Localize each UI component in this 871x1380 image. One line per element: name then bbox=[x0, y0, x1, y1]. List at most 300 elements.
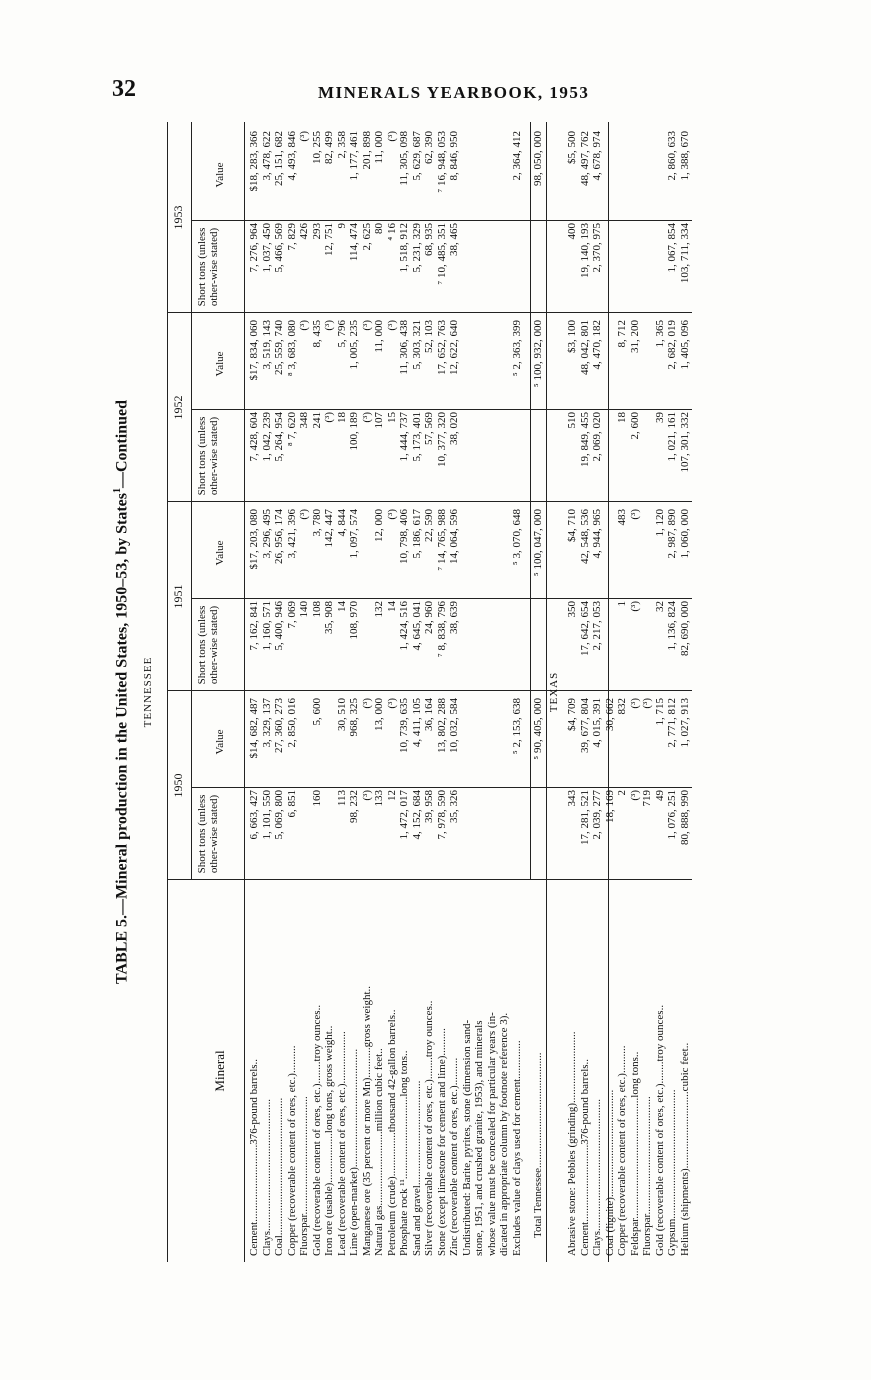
quantity-cell: 1, 037, 450 bbox=[260, 223, 273, 273]
quantity-cell: 108, 970 bbox=[348, 601, 360, 640]
table-title bbox=[112, 122, 131, 1262]
value-cell: 1, 060, 000 bbox=[678, 509, 691, 559]
header-rule bbox=[191, 122, 192, 880]
quantity-cell: 132 bbox=[373, 601, 385, 618]
value-cell: (³) bbox=[323, 320, 335, 331]
tennessee-row bbox=[298, 122, 310, 1262]
value-cell: 25, 559, 740 bbox=[273, 320, 285, 375]
quantity-cell: 19, 849, 455 bbox=[578, 412, 591, 467]
quantity-cell: 7, 162, 841 bbox=[248, 601, 260, 651]
mineral-label: Abrasive stone: Pebbles (grinding).......................... bbox=[566, 1031, 578, 1256]
tennessee-row bbox=[511, 122, 523, 1262]
mineral-label: stone, 1951, and crushed granite, 1953), and minerals bbox=[473, 1020, 485, 1256]
value-cell: 4, 678, 974 bbox=[591, 131, 603, 181]
tennessee-row bbox=[486, 122, 498, 1262]
value-cell: 4, 470, 182 bbox=[591, 320, 603, 370]
quantity-cell: 10, 377, 320 bbox=[435, 412, 448, 467]
quantity-cell: 17, 642, 654 bbox=[578, 601, 591, 656]
quantity-cell: 5, 231, 329 bbox=[410, 223, 423, 273]
section-heading-tennessee: TENNESSEE bbox=[142, 656, 154, 728]
quantity-cell: ⁸ 7, 620 bbox=[285, 412, 298, 447]
value-header: Value bbox=[214, 162, 226, 188]
quantity-cell: 14 bbox=[385, 601, 398, 612]
mineral-label: Feldspar............................................long tons.. bbox=[628, 1051, 641, 1256]
mineral-label: Undistributed: Barite, pyrites, stone (dimension sand- bbox=[460, 1019, 473, 1256]
tennessee-row bbox=[361, 122, 373, 1262]
quantity-cell: 35, 326 bbox=[448, 790, 460, 823]
value-cell: 2, 771, 812 bbox=[666, 698, 678, 748]
quantity-cell: 2, 370, 975 bbox=[591, 223, 603, 273]
page-number: 32 bbox=[112, 76, 136, 102]
mineral-label: Excludes value of clays used for cement.............. bbox=[510, 1040, 523, 1256]
mineral-label: Fluorspar........................................... bbox=[298, 1096, 310, 1256]
quantity-cell: 5, 466, 569 bbox=[273, 223, 285, 273]
value-cell: $18, 283, 366 bbox=[248, 131, 260, 192]
value-cell: 5, 303, 321 bbox=[410, 320, 423, 370]
mineral-label: Sand and gravel...................................... bbox=[410, 1080, 423, 1256]
texas-row bbox=[616, 122, 628, 1262]
quantity-cell: 15 bbox=[385, 412, 398, 423]
value-cell: 4, 944, 965 bbox=[591, 509, 603, 559]
quantity-cell: 4, 645, 041 bbox=[410, 601, 423, 651]
quantity-cell: 1, 021, 161 bbox=[666, 412, 678, 462]
quantity-header: Short tons (unless other-wise stated) bbox=[196, 794, 220, 874]
quantity-cell: 5, 069, 800 bbox=[273, 790, 285, 840]
quantity-cell: 38, 020 bbox=[448, 412, 460, 445]
value-cell: 10, 255 bbox=[310, 131, 323, 164]
mineral-label: Copper (recoverable content of ores, etc.).......... bbox=[616, 1045, 628, 1256]
mineral-label: whose value must be concealed for particular years (in- bbox=[485, 1012, 498, 1256]
value-cell: 1, 388, 670 bbox=[678, 131, 691, 181]
quantity-cell: 1, 472, 017 bbox=[398, 790, 410, 840]
quantity-cell: 18 bbox=[335, 412, 348, 423]
value-cell: 25, 151, 682 bbox=[273, 131, 285, 186]
value-cell: 11, 000 bbox=[373, 320, 385, 353]
mineral-label: Cement............................376-pound barrels.. bbox=[578, 1058, 591, 1256]
quantity-cell: 7, 978, 590 bbox=[435, 790, 448, 840]
quantity-cell: 241 bbox=[310, 412, 323, 429]
quantity-cell: 4, 152, 684 bbox=[410, 790, 423, 840]
texas-row bbox=[604, 122, 616, 1262]
quantity-cell: 35, 908 bbox=[323, 601, 335, 634]
value-cell: ⁵ 100, 932, 000 bbox=[532, 320, 544, 388]
texas-row bbox=[641, 122, 653, 1262]
mineral-label: Gold (recoverable content of ores, etc.)........troy ounces.. bbox=[310, 1004, 323, 1256]
table-frame bbox=[167, 122, 609, 1262]
tennessee-row bbox=[261, 122, 273, 1262]
value-cell: 1, 120 bbox=[653, 509, 666, 537]
value-cell: 4, 015, 391 bbox=[591, 698, 603, 748]
value-header: Value bbox=[214, 351, 226, 377]
tennessee-row bbox=[286, 122, 298, 1262]
value-cell: 1, 365 bbox=[653, 320, 666, 348]
value-cell: ⁷ 14, 765, 988 bbox=[435, 509, 448, 571]
quantity-cell: 7, 428, 604 bbox=[248, 412, 260, 462]
table-title-suffix: —Continued bbox=[113, 399, 131, 489]
value-cell: 1, 027, 913 bbox=[678, 698, 691, 748]
value-cell: 36, 164 bbox=[423, 698, 435, 731]
quantity-cell: 2, 039, 277 bbox=[591, 790, 603, 840]
value-cell: 30, 510 bbox=[335, 698, 348, 731]
quantity-cell: 39 bbox=[653, 412, 666, 423]
value-cell: 8, 712 bbox=[616, 320, 628, 348]
quantity-cell: ⁷ 10, 485, 351 bbox=[435, 223, 448, 285]
quantity-cell: 17, 281, 521 bbox=[578, 790, 591, 845]
value-cell: 3, 329, 137 bbox=[260, 698, 273, 748]
quantity-cell: 2, 069, 020 bbox=[591, 412, 603, 462]
value-header: Value bbox=[214, 729, 226, 755]
value-cell: 14, 064, 596 bbox=[448, 509, 460, 564]
mineral-label: Copper (recoverable content of ores, etc.).......... bbox=[285, 1045, 298, 1256]
divider bbox=[564, 501, 692, 502]
value-cell: (³) bbox=[298, 320, 310, 331]
value-cell: 5, 796 bbox=[335, 320, 348, 348]
quantity-cell: 12 bbox=[385, 790, 398, 801]
quantity-cell: 6, 851 bbox=[285, 790, 298, 818]
quantity-cell: 350 bbox=[566, 601, 578, 618]
mineral-label: Coal.................................................. bbox=[273, 1097, 285, 1256]
value-cell: 10, 739, 635 bbox=[398, 698, 410, 753]
value-cell: $17, 834, 060 bbox=[248, 320, 260, 381]
value-cell: 2, 682, 019 bbox=[666, 320, 678, 370]
value-cell: (³) bbox=[360, 698, 373, 709]
quantity-header: Short tons (unless other-wise stated) bbox=[196, 227, 220, 307]
mineral-label: Helium (shipments)............................cubic feet.. bbox=[678, 1042, 691, 1256]
quantity-cell: 80 bbox=[373, 223, 385, 234]
quantity-cell: 426 bbox=[298, 223, 310, 240]
quantity-cell: 68, 935 bbox=[423, 223, 435, 256]
quantity-cell: (³) bbox=[628, 790, 641, 801]
quantity-cell: 160 bbox=[310, 790, 323, 807]
value-cell: (³) bbox=[628, 698, 641, 709]
texas-row bbox=[579, 122, 591, 1262]
quantity-cell: 39, 958 bbox=[423, 790, 435, 823]
header-rule bbox=[244, 122, 245, 1262]
quantity-cell: 114, 474 bbox=[348, 223, 360, 262]
value-cell: 832 bbox=[616, 698, 628, 715]
year-header-1953: 1953 bbox=[171, 205, 185, 230]
quantity-cell: 32 bbox=[653, 601, 666, 612]
mineral-label: Zinc (recoverable content of ores, etc.).......... bbox=[448, 1057, 460, 1256]
quantity-cell: 103, 711, 334 bbox=[678, 223, 691, 284]
quantity-cell: 9 bbox=[335, 223, 348, 229]
tennessee-row bbox=[461, 122, 473, 1262]
value-cell: (³) bbox=[628, 509, 641, 520]
quantity-cell: 1, 042, 239 bbox=[260, 412, 273, 462]
value-cell: 42, 548, 536 bbox=[578, 509, 591, 564]
quantity-cell: 5, 264, 954 bbox=[273, 412, 285, 462]
value-cell: 26, 956, 174 bbox=[273, 509, 285, 564]
value-cell: 12, 622, 640 bbox=[448, 320, 460, 375]
texas-row bbox=[591, 122, 603, 1262]
quantity-cell: 108 bbox=[310, 601, 323, 618]
mineral-label: Phosphate rock ¹¹..............................long tons.. bbox=[398, 1050, 410, 1256]
quantity-cell: 5, 400, 946 bbox=[273, 601, 285, 651]
quantity-cell: 2, 217, 053 bbox=[591, 601, 603, 651]
mineral-label: Fluorspar........................................... bbox=[641, 1096, 653, 1256]
value-cell: 10, 798, 406 bbox=[398, 509, 410, 564]
quantity-cell: 18 bbox=[616, 412, 628, 423]
value-cell: 201, 898 bbox=[360, 131, 373, 170]
value-cell: ⁵ 2, 363, 399 bbox=[510, 320, 523, 377]
value-cell: 17, 652, 763 bbox=[435, 320, 448, 375]
value-cell: 62, 390 bbox=[423, 131, 435, 164]
section-heading-texas: TEXAS bbox=[548, 671, 560, 713]
quantity-cell: 1, 136, 824 bbox=[666, 601, 678, 651]
value-cell: 2, 860, 633 bbox=[666, 131, 678, 181]
quantity-cell: 1 bbox=[616, 601, 628, 607]
value-cell: 8, 435 bbox=[310, 320, 323, 348]
quantity-cell: 510 bbox=[566, 412, 578, 429]
quantity-header: Short tons (unless other-wise stated) bbox=[196, 605, 220, 685]
value-cell: 4, 493, 846 bbox=[285, 131, 298, 181]
value-cell: 2, 364, 412 bbox=[510, 131, 523, 181]
quantity-cell: 140 bbox=[298, 601, 310, 618]
value-cell: 22, 590 bbox=[423, 509, 435, 542]
value-cell: 2, 850, 016 bbox=[285, 698, 298, 748]
value-cell: 11, 306, 438 bbox=[398, 320, 410, 375]
value-header: Value bbox=[214, 540, 226, 566]
quantity-cell: 14 bbox=[335, 601, 348, 612]
quantity-cell: 1, 101, 550 bbox=[260, 790, 273, 840]
quantity-cell: 38, 639 bbox=[448, 601, 460, 634]
quantity-cell: 1, 444, 737 bbox=[398, 412, 410, 462]
divider bbox=[564, 690, 692, 691]
value-cell: (³) bbox=[385, 320, 398, 331]
mineral-label: Iron ore (usable)..................long tons, gross weight.. bbox=[323, 1025, 335, 1256]
value-cell: ⁵ 3, 070, 648 bbox=[510, 509, 523, 566]
tennessee-row bbox=[273, 122, 285, 1262]
value-cell: $5, 500 bbox=[566, 131, 578, 164]
value-cell: 13, 000 bbox=[373, 698, 385, 731]
tennessee-row bbox=[398, 122, 410, 1262]
quantity-cell: 38, 465 bbox=[448, 223, 460, 256]
value-cell: 4, 844 bbox=[335, 509, 348, 537]
mineral-label: Natural gas...........................million cubic feet.. bbox=[373, 1048, 385, 1256]
quantity-cell: 5, 173, 401 bbox=[410, 412, 423, 462]
mineral-label: Silver (recoverable content of ores, etc.)........troy ounces.. bbox=[423, 1000, 435, 1256]
tennessee-row bbox=[436, 122, 448, 1262]
value-cell: (³) bbox=[298, 509, 310, 520]
quantity-cell: 82, 690, 000 bbox=[678, 601, 691, 656]
quantity-cell: 113 bbox=[335, 790, 348, 807]
mineral-label: dicated in appropriate column by footnote reference 3). bbox=[498, 1012, 510, 1256]
value-cell: 30, 662 bbox=[603, 698, 616, 731]
value-cell: 1, 177, 461 bbox=[348, 131, 360, 181]
mineral-label: Clays................................................ bbox=[591, 1098, 603, 1256]
value-cell: (³) bbox=[385, 509, 398, 520]
mineral-label: Lime (open-market)........................................... bbox=[348, 1048, 360, 1256]
divider bbox=[564, 312, 692, 313]
mineral-label: Manganese ore (35 percent or more Mn)...........gross weight.. bbox=[360, 985, 373, 1256]
value-cell: 98, 050, 000 bbox=[532, 131, 544, 186]
value-cell: ⁷ 16, 948, 053 bbox=[435, 131, 448, 193]
divider bbox=[564, 879, 692, 880]
value-cell: 1, 005, 235 bbox=[348, 320, 360, 370]
divider bbox=[564, 220, 692, 221]
quantity-cell: 400 bbox=[566, 223, 578, 240]
quantity-cell: (³) bbox=[360, 790, 373, 801]
mineral-label: Coal (lignite)....................................... bbox=[603, 1089, 616, 1256]
mineral-label: Stone (except limestone for cement and lime).......... bbox=[435, 1028, 448, 1256]
value-cell: $4, 709 bbox=[566, 698, 578, 731]
value-cell: $14, 682, 487 bbox=[248, 698, 260, 759]
quantity-cell: 7, 069 bbox=[285, 601, 298, 629]
quantity-cell: 7, 276, 964 bbox=[248, 223, 260, 273]
value-cell: 52, 103 bbox=[423, 320, 435, 353]
value-cell: 31, 200 bbox=[628, 320, 641, 353]
running-title: MINERALS YEARBOOK, 1953 bbox=[318, 83, 590, 102]
tennessee-row bbox=[498, 122, 510, 1262]
value-cell: 3, 780 bbox=[310, 509, 323, 537]
total-rule bbox=[530, 122, 531, 880]
quantity-cell: 18, 169 bbox=[603, 790, 616, 823]
quantity-cell: 2, 600 bbox=[628, 412, 641, 440]
tennessee-row bbox=[323, 122, 335, 1262]
value-cell: $4, 710 bbox=[566, 509, 578, 542]
value-cell: 1, 405, 096 bbox=[678, 320, 691, 370]
value-cell: ⁵ 90, 405, 000 bbox=[532, 698, 544, 760]
value-cell: 483 bbox=[616, 509, 628, 526]
quantity-cell: ⁷ 8, 838, 796 bbox=[435, 601, 448, 658]
quantity-cell: 1, 076, 251 bbox=[666, 790, 678, 840]
value-cell: (³) bbox=[385, 698, 398, 709]
quantity-cell: 57, 569 bbox=[423, 412, 435, 445]
total-row bbox=[532, 122, 544, 1262]
value-cell: 5, 600 bbox=[310, 698, 323, 726]
tennessee-row bbox=[373, 122, 385, 1262]
quantity-cell: 133 bbox=[373, 790, 385, 807]
quantity-cell: 7, 829 bbox=[285, 223, 298, 251]
value-cell: 142, 447 bbox=[323, 509, 335, 548]
quantity-cell: 719 bbox=[641, 790, 653, 807]
divider bbox=[564, 409, 692, 410]
value-cell: 82, 499 bbox=[323, 131, 335, 164]
table-title-footnote: 1 bbox=[112, 488, 123, 494]
value-cell: (³) bbox=[360, 320, 373, 331]
mineral-label: Cement............................376-pound barrels.. bbox=[248, 1058, 260, 1256]
tennessee-row bbox=[336, 122, 348, 1262]
quantity-cell: 2, 625 bbox=[360, 223, 373, 251]
quantity-cell: 80, 888, 990 bbox=[678, 790, 691, 845]
value-cell: 12, 000 bbox=[373, 509, 385, 542]
value-cell: 3, 296, 495 bbox=[260, 509, 273, 559]
value-cell: 2, 987, 890 bbox=[666, 509, 678, 559]
tennessee-row bbox=[411, 122, 423, 1262]
quantity-cell: 348 bbox=[298, 412, 310, 429]
value-cell: 3, 478, 622 bbox=[260, 131, 273, 181]
value-cell: 13, 802, 288 bbox=[435, 698, 448, 753]
texas-row bbox=[654, 122, 666, 1262]
texas-row bbox=[629, 122, 641, 1262]
value-cell: 1, 715 bbox=[653, 698, 666, 726]
quantity-cell: 1, 067, 854 bbox=[666, 223, 678, 273]
quantity-cell: 24, 960 bbox=[423, 601, 435, 634]
quantity-cell: 12, 751 bbox=[323, 223, 335, 256]
mineral-label: Gypsum............................................... bbox=[666, 1089, 678, 1256]
mineral-label: Clays................................................ bbox=[260, 1098, 273, 1256]
divider bbox=[564, 598, 692, 599]
quantity-cell: (³) bbox=[323, 412, 335, 423]
value-cell: ⁸ 3, 683, 080 bbox=[285, 320, 298, 377]
quantity-cell: 1, 518, 912 bbox=[398, 223, 410, 273]
quantity-cell: 107 bbox=[373, 412, 385, 429]
quantity-cell: 343 bbox=[566, 790, 578, 807]
quantity-cell: 107, 301, 332 bbox=[678, 412, 691, 473]
section-rule bbox=[546, 122, 547, 1262]
value-cell: $17, 203, 080 bbox=[248, 509, 260, 570]
quantity-cell: 49 bbox=[653, 790, 666, 801]
quantity-cell: 293 bbox=[310, 223, 323, 240]
value-cell: 27, 360, 273 bbox=[273, 698, 285, 753]
quantity-cell: 1, 160, 571 bbox=[260, 601, 273, 651]
tennessee-row bbox=[473, 122, 485, 1262]
table-title-text: TABLE 5.—Mineral production in the United States, 1950–53, by States bbox=[113, 493, 131, 985]
value-cell: 48, 042, 801 bbox=[578, 320, 591, 375]
value-cell: 4, 411, 105 bbox=[410, 698, 423, 748]
mineral-label: Lead (recoverable content of ores, etc.)................... bbox=[335, 1031, 348, 1256]
tennessee-row bbox=[348, 122, 360, 1262]
value-cell: (³) bbox=[385, 131, 398, 142]
texas-row bbox=[666, 122, 678, 1262]
value-cell: 39, 677, 804 bbox=[578, 698, 591, 753]
year-header-1952: 1952 bbox=[171, 395, 185, 420]
value-cell: ⁵ 2, 153, 638 bbox=[510, 698, 523, 755]
value-cell: 3, 519, 143 bbox=[260, 320, 273, 370]
value-cell: 11, 305, 098 bbox=[398, 131, 410, 186]
quantity-cell: 19, 140, 193 bbox=[578, 223, 591, 278]
tennessee-row bbox=[386, 122, 398, 1262]
quantity-cell: 2 bbox=[616, 790, 628, 796]
tennessee-row bbox=[448, 122, 460, 1262]
quantity-cell: 100, 189 bbox=[348, 412, 360, 451]
texas-row bbox=[566, 122, 578, 1262]
value-cell: 48, 497, 762 bbox=[578, 131, 591, 186]
value-cell: 5, 186, 617 bbox=[410, 509, 423, 559]
texas-row bbox=[679, 122, 691, 1262]
divider bbox=[564, 787, 692, 788]
value-cell: 1, 097, 574 bbox=[348, 509, 360, 559]
value-cell: 5, 629, 687 bbox=[410, 131, 423, 181]
value-cell: 11, 000 bbox=[373, 131, 385, 164]
quantity-cell: 6, 663, 427 bbox=[248, 790, 260, 840]
value-cell: (³) bbox=[641, 698, 653, 709]
value-cell: 10, 032, 584 bbox=[448, 698, 460, 753]
quantity-cell: (³) bbox=[360, 412, 373, 423]
quantity-cell: (³) bbox=[628, 601, 641, 612]
value-cell: ⁵ 100, 047, 000 bbox=[532, 509, 544, 577]
mineral-column-header: Mineral bbox=[212, 1050, 227, 1092]
quantity-cell: 1, 424, 516 bbox=[398, 601, 410, 651]
tennessee-row bbox=[311, 122, 323, 1262]
value-cell: 2, 358 bbox=[335, 131, 348, 159]
year-header-1950: 1950 bbox=[171, 773, 185, 798]
quantity-cell: ⁴ 16 bbox=[385, 223, 398, 241]
value-cell: $3, 100 bbox=[566, 320, 578, 353]
quantity-header: Short tons (unless other-wise stated) bbox=[196, 416, 220, 496]
tennessee-row bbox=[423, 122, 435, 1262]
tennessee-row bbox=[248, 122, 260, 1262]
total-label: Total Tennessee.......................................... bbox=[532, 1052, 544, 1238]
quantity-cell: 98, 232 bbox=[348, 790, 360, 823]
rotated-table bbox=[112, 122, 691, 1262]
year-header-1951: 1951 bbox=[171, 584, 185, 609]
mineral-label: Petroleum (crude)................thousand 42-gallon barrels.. bbox=[385, 1009, 398, 1256]
value-cell: (³) bbox=[298, 131, 310, 142]
value-cell: 3, 421, 396 bbox=[285, 509, 298, 559]
mineral-label: Gold (recoverable content of ores, etc.)........troy ounces.. bbox=[653, 1004, 666, 1256]
value-cell: 8, 846, 950 bbox=[448, 131, 460, 181]
